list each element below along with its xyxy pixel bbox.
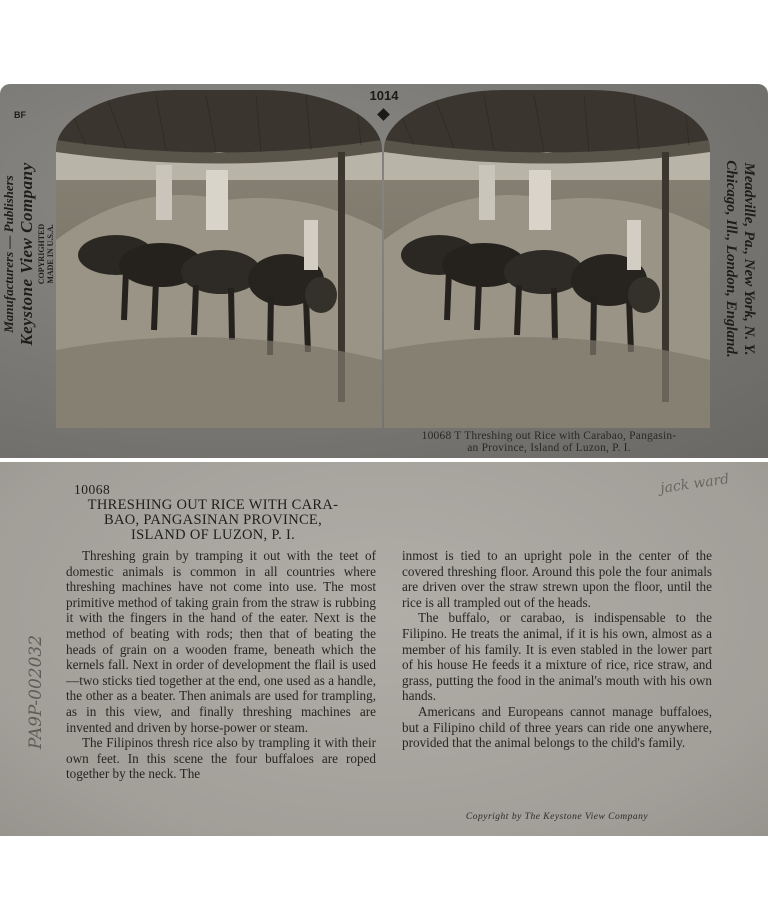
stereo-photo-right (384, 90, 710, 428)
publisher-name: Keystone View Company (17, 162, 36, 346)
publisher-role-2: Publishers (1, 175, 16, 233)
paragraph: Americans and Europeans cannot manage buffaloes, but a Filipino child of three years can ride one anywhere, provided that the animal belongs to the child's family. (402, 703, 712, 751)
back-title (62, 498, 364, 543)
catalog-number: 10068 (74, 482, 111, 497)
paragraph: inmost is tied to an upright pole in the center of the covered threshing floor. Around this pole the four animals are driven over the straw strewn upon the floor, until the rice is all trampled out of the heads. (402, 548, 712, 610)
front-caption-line-2: an Province, Island of Luzon, P. I. (467, 442, 631, 454)
cities-line-1: Meadville, Pa., New York, N. Y. (741, 162, 757, 356)
stereoview-front (0, 84, 768, 458)
handwritten-note: jack ward (659, 471, 731, 497)
handwritten-id: PA9P-002032 (26, 634, 46, 750)
title-line-3: ISLAND OF LUZON, P. I. (130, 527, 296, 543)
front-caption (384, 430, 714, 454)
publisher-role: Manufacturers (1, 251, 16, 333)
diamond-mark-icon (377, 108, 390, 121)
publisher-side-left: Manufacturers — Publishers Keystone View Company COPYRIGHTED MADE IN U.S.A. (1, 162, 55, 346)
copyright-line-2: MADE IN U.S.A. (46, 224, 55, 284)
text-column-left (66, 548, 376, 782)
publisher-side-right (712, 84, 768, 424)
title-line-2: BAO, PANGASINAN PROVINCE, (103, 512, 323, 528)
text-column-right (402, 548, 712, 751)
cities-line-2: Chicago, Ill., London, England. (723, 160, 739, 358)
paragraph: The Filipinos thresh rice also by trampling it with their own feet. In this scene the four buffaloes are roped together by the neck. The (66, 735, 376, 782)
stereo-photo-left (56, 90, 382, 428)
bf-mark: BF (14, 110, 26, 120)
copyright-line-1: COPYRIGHTED (37, 223, 46, 285)
paragraph: The buffalo, or carabao, is indispensable to the Filipino. He treats the animal, if it is his own, almost as a member of his family. It is even stabled in the lower part of his house He feeds it a mixture of rice, rice straw, and grass, putting the food in the animal's mouth with his own hands. (402, 610, 712, 704)
front-caption-line-1: 10068 T Threshing out Rice with Carabao, Pangasin- (421, 430, 677, 442)
title-line-1: THRESHING OUT RICE WITH CARA- (87, 497, 339, 513)
card-number: 1014 (369, 88, 399, 103)
paragraph: Threshing grain by tramping it out with the teet of domestic animals is common in all countries where threshing machines have not come into use. The most primitive method of taking grain from the straw is rubbing it with the fingers in the hand of the eater. Next is the method of beating with rods; then that of beating the heads of grain on a wooden frame, beneath which the kernels fall. Next in order of development the flail is used—two sticks tied together at the end, one used as a handle, the other as a beater. Then animals are used for trampling, as in this view, and finally threshing machines are invented and driven by horse-power or steam. (66, 548, 376, 735)
stereoview-back (0, 462, 768, 836)
copyright-notice: Copyright by The Keystone View Company (465, 812, 649, 822)
